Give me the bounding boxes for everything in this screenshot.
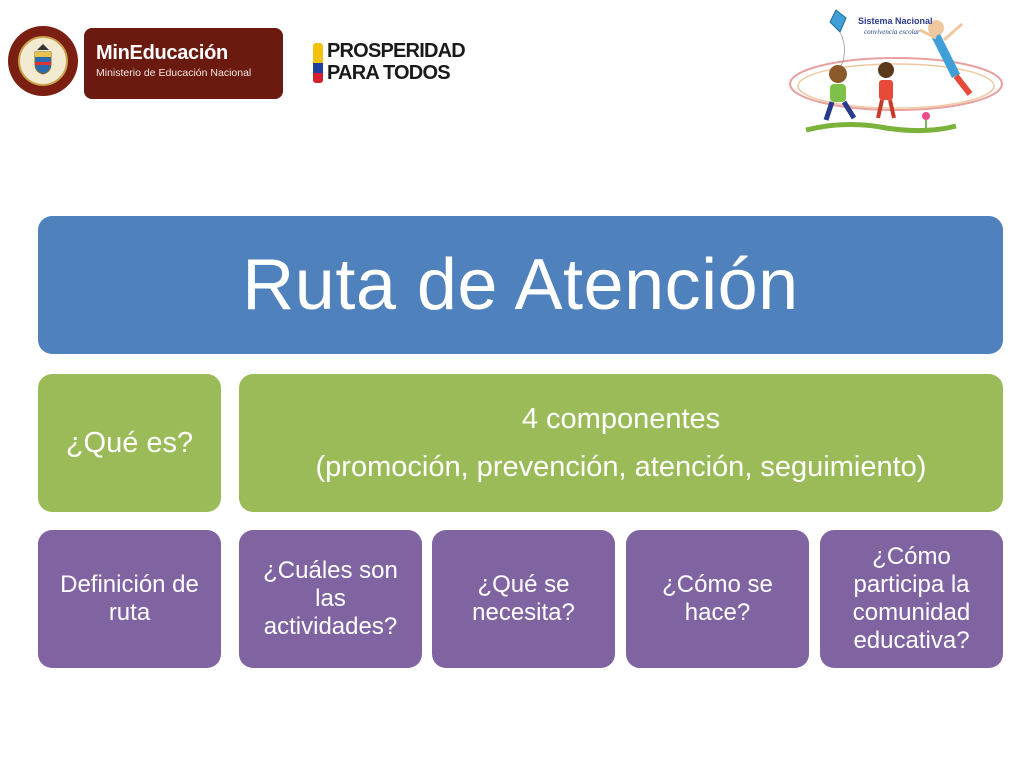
prosperidad-line1: PROSPERIDAD [327,40,465,62]
sistema-nacional-logo [786,4,1008,136]
question-box-como-se-hace: ¿Cómo se hace? [626,530,809,668]
prosperidad-logo [313,40,488,88]
colombia-seal-logo [8,26,78,96]
question-box-comunidad: ¿Cómo participa la comunidad educativa? [820,530,1003,668]
prosperidad-text [327,40,465,84]
question-box-definicion: Definición de ruta [38,530,221,668]
mineducacion-logo [84,28,283,99]
que-es-box: ¿Qué es? [38,374,221,512]
sistema-nacional-subtitle: convivencia escolar [864,28,920,36]
components-box [239,374,1003,512]
sistema-nacional-title: Sistema Nacional [858,16,933,26]
prosperidad-line2: PARA TODOS [327,62,450,84]
colombia-flag-icon [313,43,323,83]
slide-title: Ruta de Atención [38,216,1003,354]
question-box-necesita: ¿Qué se necesita? [432,530,615,668]
components-list: (promoción, prevención, atención, seguimiento) [315,451,927,483]
mineducacion-subtitle: Ministerio de Educación Nacional [96,67,252,79]
components-count: 4 componentes [521,403,721,435]
mineducacion-title: MinEducación [96,42,228,64]
question-box-actividades: ¿Cuáles son las actividades? [239,530,422,668]
